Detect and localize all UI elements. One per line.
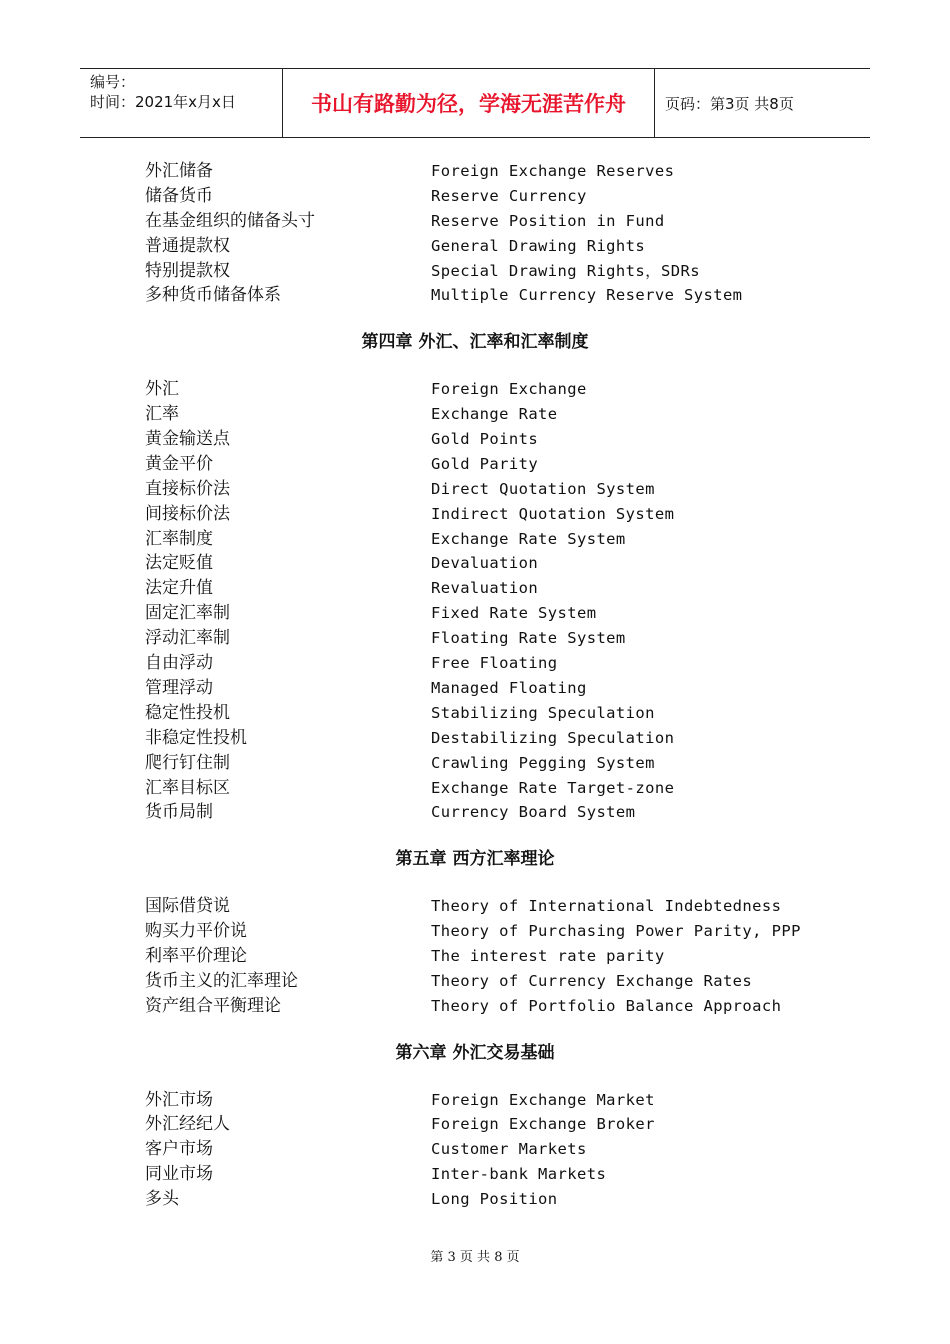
- term-chinese: 货币局制: [145, 802, 213, 823]
- term-english: Special Drawing Rights，SDRs: [431, 261, 700, 280]
- term-chinese: 资产组合平衡理论: [145, 995, 281, 1016]
- glossary-row: [0, 502, 950, 527]
- term-chinese: 爬行钉住制: [145, 752, 230, 773]
- term-chinese: 多种货币储备体系: [145, 285, 281, 306]
- glossary-row: [0, 776, 950, 801]
- glossary-row: [0, 651, 950, 676]
- term-english: Crawling Pegging System: [431, 753, 655, 772]
- glossary-row: [0, 477, 950, 502]
- term-english: Theory of Purchasing Power Parity, PPP: [431, 922, 801, 941]
- term-english: Currency Board System: [431, 803, 636, 822]
- term-chinese: 国际借贷说: [145, 896, 230, 917]
- term-chinese: 购买力平价说: [145, 921, 247, 942]
- term-chinese: 黄金平价: [145, 453, 213, 474]
- glossary-row: [0, 209, 950, 234]
- term-english: Gold Points: [431, 430, 539, 449]
- term-chinese: 利率平价理论: [145, 945, 247, 966]
- term-chinese: 汇率制度: [145, 528, 213, 549]
- glossary-row: [0, 427, 950, 452]
- header-meta: [80, 69, 282, 137]
- glossary-content: [0, 159, 950, 1212]
- term-english: Indirect Quotation System: [431, 504, 675, 523]
- glossary-row: [0, 919, 950, 944]
- glossary-row: [0, 676, 950, 701]
- term-english: Theory of Currency Exchange Rates: [431, 971, 753, 990]
- header-motto: 书山有路勤为径，学海无涯苦作舟: [282, 69, 655, 137]
- header-time-label: 时间：2021年x月x日: [90, 93, 236, 111]
- term-chinese: 法定升值: [145, 578, 213, 599]
- term-chinese: 管理浮动: [145, 677, 213, 698]
- term-english: The interest rate parity: [431, 946, 665, 965]
- term-chinese: 浮动汇率制: [145, 628, 230, 649]
- term-chinese: 外汇: [145, 379, 179, 400]
- term-english: Long Position: [431, 1190, 558, 1209]
- term-english: Theory of Portfolio Balance Approach: [431, 996, 782, 1015]
- term-chinese: 普通提款权: [145, 235, 230, 256]
- term-chinese: 客户市场: [145, 1139, 213, 1160]
- term-chinese: 外汇经纪人: [145, 1114, 230, 1135]
- term-chinese: 同业市场: [145, 1164, 213, 1185]
- term-english: Stabilizing Speculation: [431, 703, 655, 722]
- term-english: Gold Parity: [431, 454, 539, 473]
- term-english: Reserve Position in Fund: [431, 211, 665, 230]
- chapter-heading: 第四章 外汇、汇率和汇率制度: [361, 332, 589, 353]
- glossary-row: [0, 283, 950, 308]
- term-english: Floating Rate System: [431, 629, 626, 648]
- glossary-row: [0, 994, 950, 1019]
- term-english: Foreign Exchange Broker: [431, 1115, 655, 1134]
- term-chinese: 外汇市场: [145, 1089, 213, 1110]
- glossary-row: [0, 726, 950, 751]
- term-english: Reserve Currency: [431, 186, 587, 205]
- glossary-row: [0, 259, 950, 284]
- term-chinese: 固定汇率制: [145, 603, 230, 624]
- term-english: Foreign Exchange: [431, 380, 587, 399]
- term-chinese: 特别提款权: [145, 260, 230, 281]
- term-english: Direct Quotation System: [431, 479, 655, 498]
- term-english: Multiple Currency Reserve System: [431, 286, 743, 305]
- glossary-row: [0, 159, 950, 184]
- page-footer: 第 3 页 共 8 页: [430, 1250, 520, 1265]
- term-chinese: 货币主义的汇率理论: [145, 970, 298, 991]
- chapter-heading: 第五章 西方汇率理论: [395, 849, 555, 870]
- glossary-row: [0, 1088, 950, 1113]
- glossary-row: [0, 969, 950, 994]
- term-english: Theory of International Indebtedness: [431, 897, 782, 916]
- term-english: Exchange Rate Target-zone: [431, 778, 675, 797]
- term-english: Devaluation: [431, 554, 539, 573]
- glossary-row: [0, 402, 950, 427]
- glossary-row: [0, 601, 950, 626]
- glossary-row: [0, 576, 950, 601]
- term-english: Foreign Exchange Reserves: [431, 162, 675, 180]
- term-chinese: 储备货币: [145, 185, 213, 206]
- term-english: Destabilizing Speculation: [431, 728, 675, 747]
- glossary-row: [0, 751, 950, 776]
- term-chinese: 黄金输送点: [145, 429, 230, 450]
- term-chinese: 间接标价法: [145, 503, 230, 524]
- page-header: [80, 68, 870, 138]
- glossary-row: [0, 1162, 950, 1187]
- term-english: Exchange Rate: [431, 405, 558, 424]
- term-chinese: 直接标价法: [145, 478, 230, 499]
- term-chinese: 非稳定性投机: [145, 727, 247, 748]
- term-chinese: 汇率: [145, 404, 179, 425]
- term-chinese: 外汇储备: [145, 161, 213, 181]
- glossary-row: [0, 1112, 950, 1137]
- glossary-row: [0, 1137, 950, 1162]
- term-english: Foreign Exchange Market: [431, 1090, 655, 1109]
- term-chinese: 多头: [145, 1189, 179, 1210]
- term-chinese: 在基金组织的储备头寸: [145, 210, 315, 231]
- header-number-label: 编号：: [90, 73, 136, 91]
- glossary-row: [0, 800, 950, 825]
- header-page-info: 页码：第3页 共8页: [665, 94, 794, 113]
- term-english: Exchange Rate System: [431, 529, 626, 548]
- glossary-row: [0, 551, 950, 576]
- glossary-row: [0, 894, 950, 919]
- glossary-row: [0, 527, 950, 552]
- glossary-row: [0, 701, 950, 726]
- glossary-row: [0, 452, 950, 477]
- glossary-row: [0, 377, 950, 402]
- glossary-row: [0, 234, 950, 259]
- term-english: Customer Markets: [431, 1140, 587, 1159]
- term-chinese: 汇率目标区: [145, 777, 230, 798]
- term-chinese: 自由浮动: [145, 653, 213, 674]
- chapter-heading: 第六章 外汇交易基础: [395, 1042, 555, 1063]
- term-english: Fixed Rate System: [431, 604, 597, 623]
- term-english: Managed Floating: [431, 678, 587, 697]
- term-chinese: 稳定性投机: [145, 702, 230, 723]
- glossary-row: [0, 944, 950, 969]
- term-english: General Drawing Rights: [431, 236, 646, 255]
- term-english: Inter-bank Markets: [431, 1165, 607, 1184]
- term-english: Revaluation: [431, 579, 539, 598]
- glossary-row: [0, 626, 950, 651]
- glossary-row: [0, 184, 950, 209]
- glossary-row: [0, 1187, 950, 1212]
- term-chinese: 法定贬值: [145, 553, 213, 574]
- term-english: Free Floating: [431, 654, 558, 673]
